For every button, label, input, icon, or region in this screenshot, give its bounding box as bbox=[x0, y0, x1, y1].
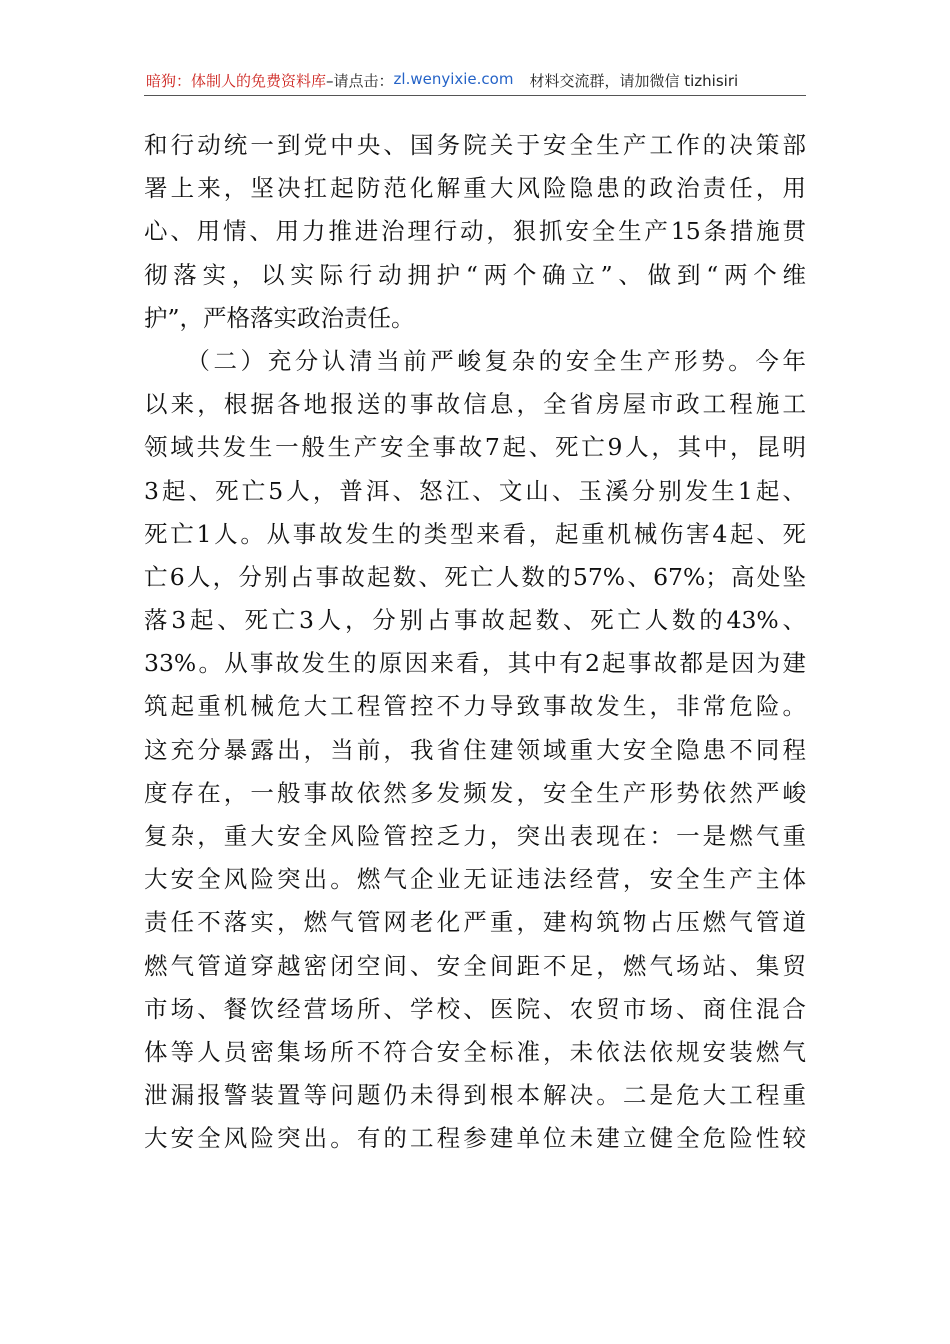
text-line: 护”，严格落实政治责任。 bbox=[144, 303, 415, 332]
header-link[interactable]: zl.wenyixie.com bbox=[393, 70, 514, 88]
text-line: 筑起重机械危大工程管控不力导致事故发生，非常危险。 bbox=[144, 692, 806, 721]
text-line: 心、用情、用力推进治理行动，狠抓安全生产15条措施贯 bbox=[144, 217, 806, 246]
header-group-info: 材料交流群，请加微信 tizhisiri bbox=[529, 72, 739, 90]
text-line: 和行动统一到党中央、国务院关于安全生产工作的决策部 bbox=[144, 131, 806, 159]
text-line: 市场、餐饮经营场所、学校、医院、农贸市场、商住混合 bbox=[144, 994, 806, 1023]
text-line: 彻落实，以实际行动拥护“两个确立”、做到“两个维 bbox=[144, 260, 806, 289]
text-line: 以来，根据各地报送的事故信息，全省房屋市政工程施工 bbox=[144, 390, 806, 419]
text-line: 体等人员密集场所不符合安全标准，未依法依规安装燃气 bbox=[144, 1037, 806, 1066]
text-line: 燃气管道穿越密闭空间、安全间距不足，燃气场站、集贸 bbox=[144, 951, 806, 980]
text-line: 这充分暴露出，当前，我省住建领域重大安全隐患不同程 bbox=[144, 735, 806, 764]
text-line: （二）充分认清当前严峻复杂的安全生产形势。今年 bbox=[144, 346, 806, 375]
text-line: 落3起、死亡3人，分别占事故起数、死亡人数的43%、 bbox=[144, 606, 806, 635]
text-line: 死亡1人。从事故发生的类型来看，起重机械伤害4起、死 bbox=[144, 519, 806, 548]
text-line: 大安全风险突出。有的工程参建单位未建立健全危险性较 bbox=[144, 1124, 806, 1153]
page-header bbox=[146, 70, 804, 94]
text-line: 33%。从事故发生的原因来看，其中有2起事故都是因为建 bbox=[144, 649, 806, 678]
text-line: 署上来，坚决扛起防范化解重大风险隐患的政治责任，用 bbox=[144, 174, 806, 203]
header-prompt: –请点击： bbox=[326, 72, 394, 90]
text-line: 度存在，一般事故依然多发频发，安全生产形势依然严峻 bbox=[144, 778, 806, 807]
text-line: 复杂，重大安全风险管控乏力，突出表现在：一是燃气重 bbox=[144, 822, 806, 850]
text-line: 领域共发生一般生产安全事故7起、死亡9人，其中，昆明 bbox=[144, 433, 806, 462]
header-brand: 暗狗：体制人的免费资料库 bbox=[146, 72, 327, 90]
text-line: 泄漏报警装置等问题仍未得到根本解决。二是危大工程重 bbox=[144, 1081, 806, 1110]
header-divider bbox=[144, 95, 806, 96]
text-line: 3起、死亡5人，普洱、怒江、文山、玉溪分别发生1起、 bbox=[144, 476, 806, 505]
text-line: 责任不落实，燃气管网老化严重，建构筑物占压燃气管道 bbox=[144, 908, 806, 937]
text-line: 大安全风险突出。燃气企业无证违法经营，安全生产主体 bbox=[144, 865, 806, 894]
text-line: 亡6人，分别占事故起数、死亡人数的57%、67%；高处坠 bbox=[144, 562, 806, 591]
document-body bbox=[144, 124, 806, 1161]
